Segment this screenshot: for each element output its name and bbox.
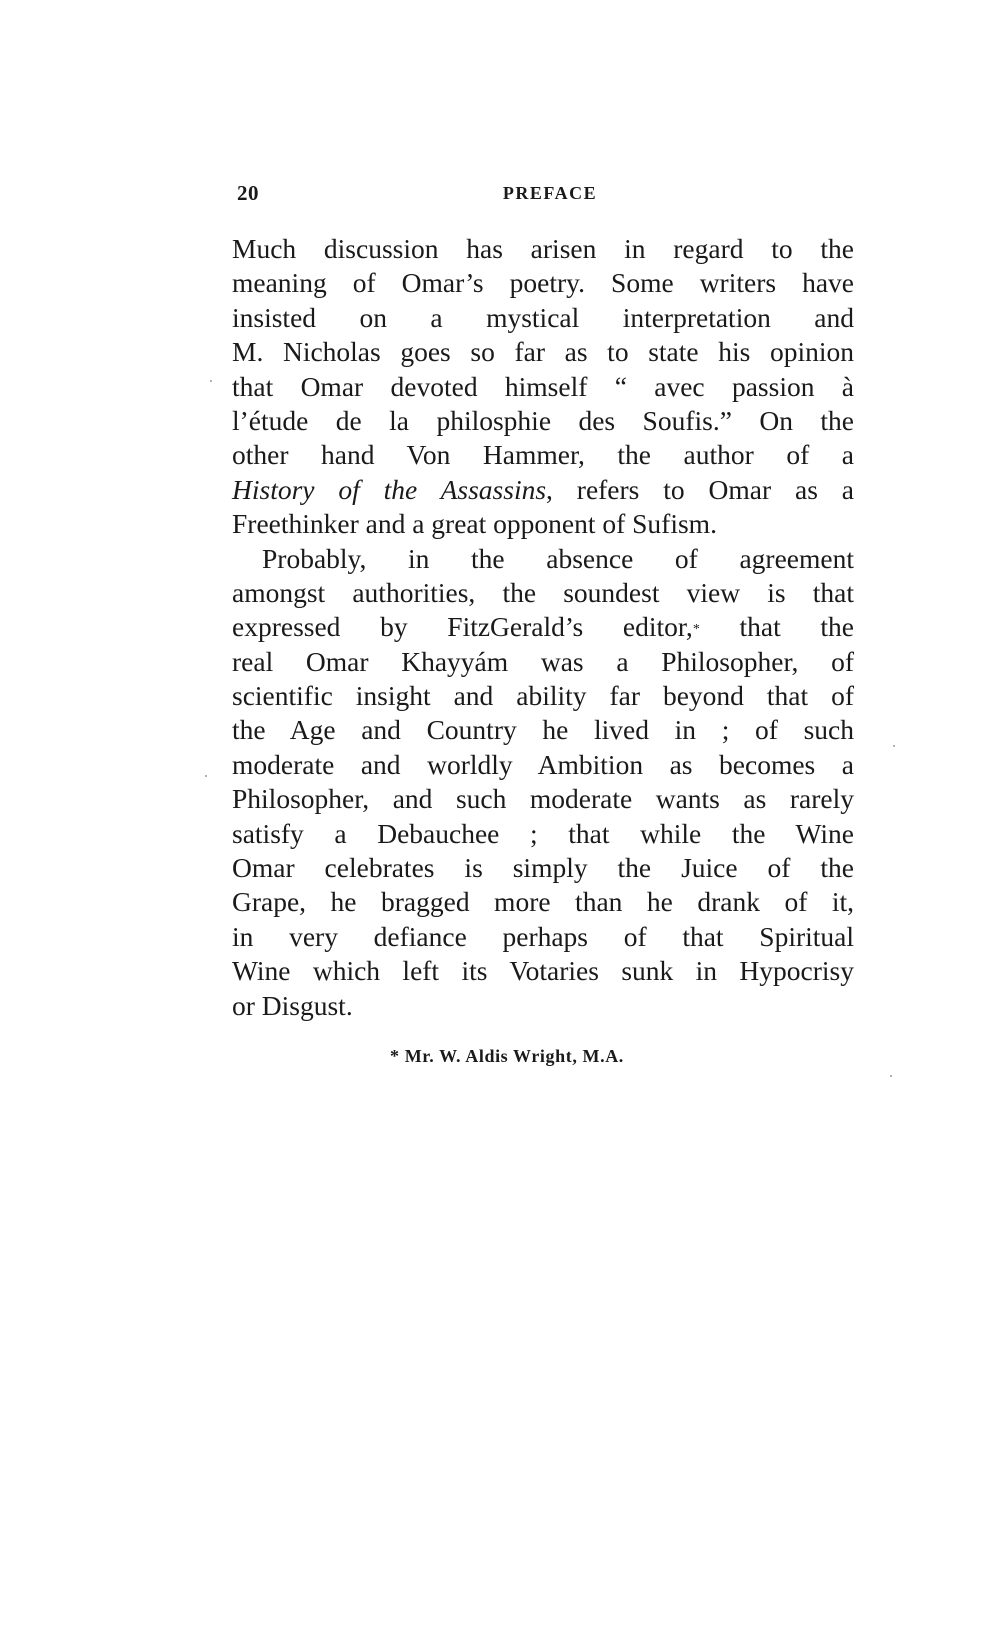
body-text [232,232,854,1023]
page-number: 20 [237,181,259,205]
text-line-end: that the [699,611,854,643]
text-line: in very defiance perhaps of that Spiritual [232,920,854,952]
page-heading: PREFACE [502,183,598,203]
text-line: Wine which left its Votaries sunk in Hypocrisy [232,955,854,987]
text-line: other hand Von Hammer, the author of a [232,439,854,471]
text-line: M. Nicholas goes so far as to state his opinion [232,336,854,368]
text-line-with-footnote-ref [232,610,854,644]
text-line: Grape, he bragged more than he drank of it, [232,886,854,918]
text-line: scientific insight and ability far beyond that of [232,680,854,712]
footnote-reference-mark: * [692,622,700,638]
text-line: Freethinker and a great opponent of Sufism. [232,508,717,540]
text-line: moderate and worldly Ambition as becomes a [232,748,854,780]
text-line: real Omar Khayyám was a Philosopher, of [232,645,854,677]
paper-speck [210,380,212,382]
text-line: l’étude de la philosphie des Soufis.” On the [232,404,854,436]
text-line-with-italic-title [232,473,854,507]
text-line: amongst authorities, the soundest view is that [232,576,854,608]
footnote: * Mr. W. Aldis Wright, M.A. [390,1046,624,1066]
text-line: satisfy a Debauchee ; that while the Wine [232,817,854,849]
paper-speck [893,745,895,747]
text-line: that Omar devoted himself “ avec passion à [232,370,854,402]
text-line: or Disgust. [232,989,353,1021]
text-line-rest: , refers to Omar as a [546,473,854,505]
text-line: meaning of Omar’s poetry. Some writers have [232,267,854,299]
text-line: insisted on a mystical interpretation and [232,301,854,333]
running-head [237,181,853,205]
text-line: Much discussion has arisen in regard to the [232,233,854,264]
text-line: Philosopher, and such moderate wants as rarely [232,783,854,815]
paper-speck [205,775,207,777]
text-line: the Age and Country he lived in ; of such [232,714,854,746]
italic-book-title: History of the Assassins [232,473,547,505]
paper-speck [890,1075,892,1077]
text-line-start: expressed by FitzGerald’s editor, [232,611,693,643]
paragraph-start-line: Probably, in the absence of agreement [262,542,854,574]
text-line: Omar celebrates is simply the Juice of the [232,852,854,884]
